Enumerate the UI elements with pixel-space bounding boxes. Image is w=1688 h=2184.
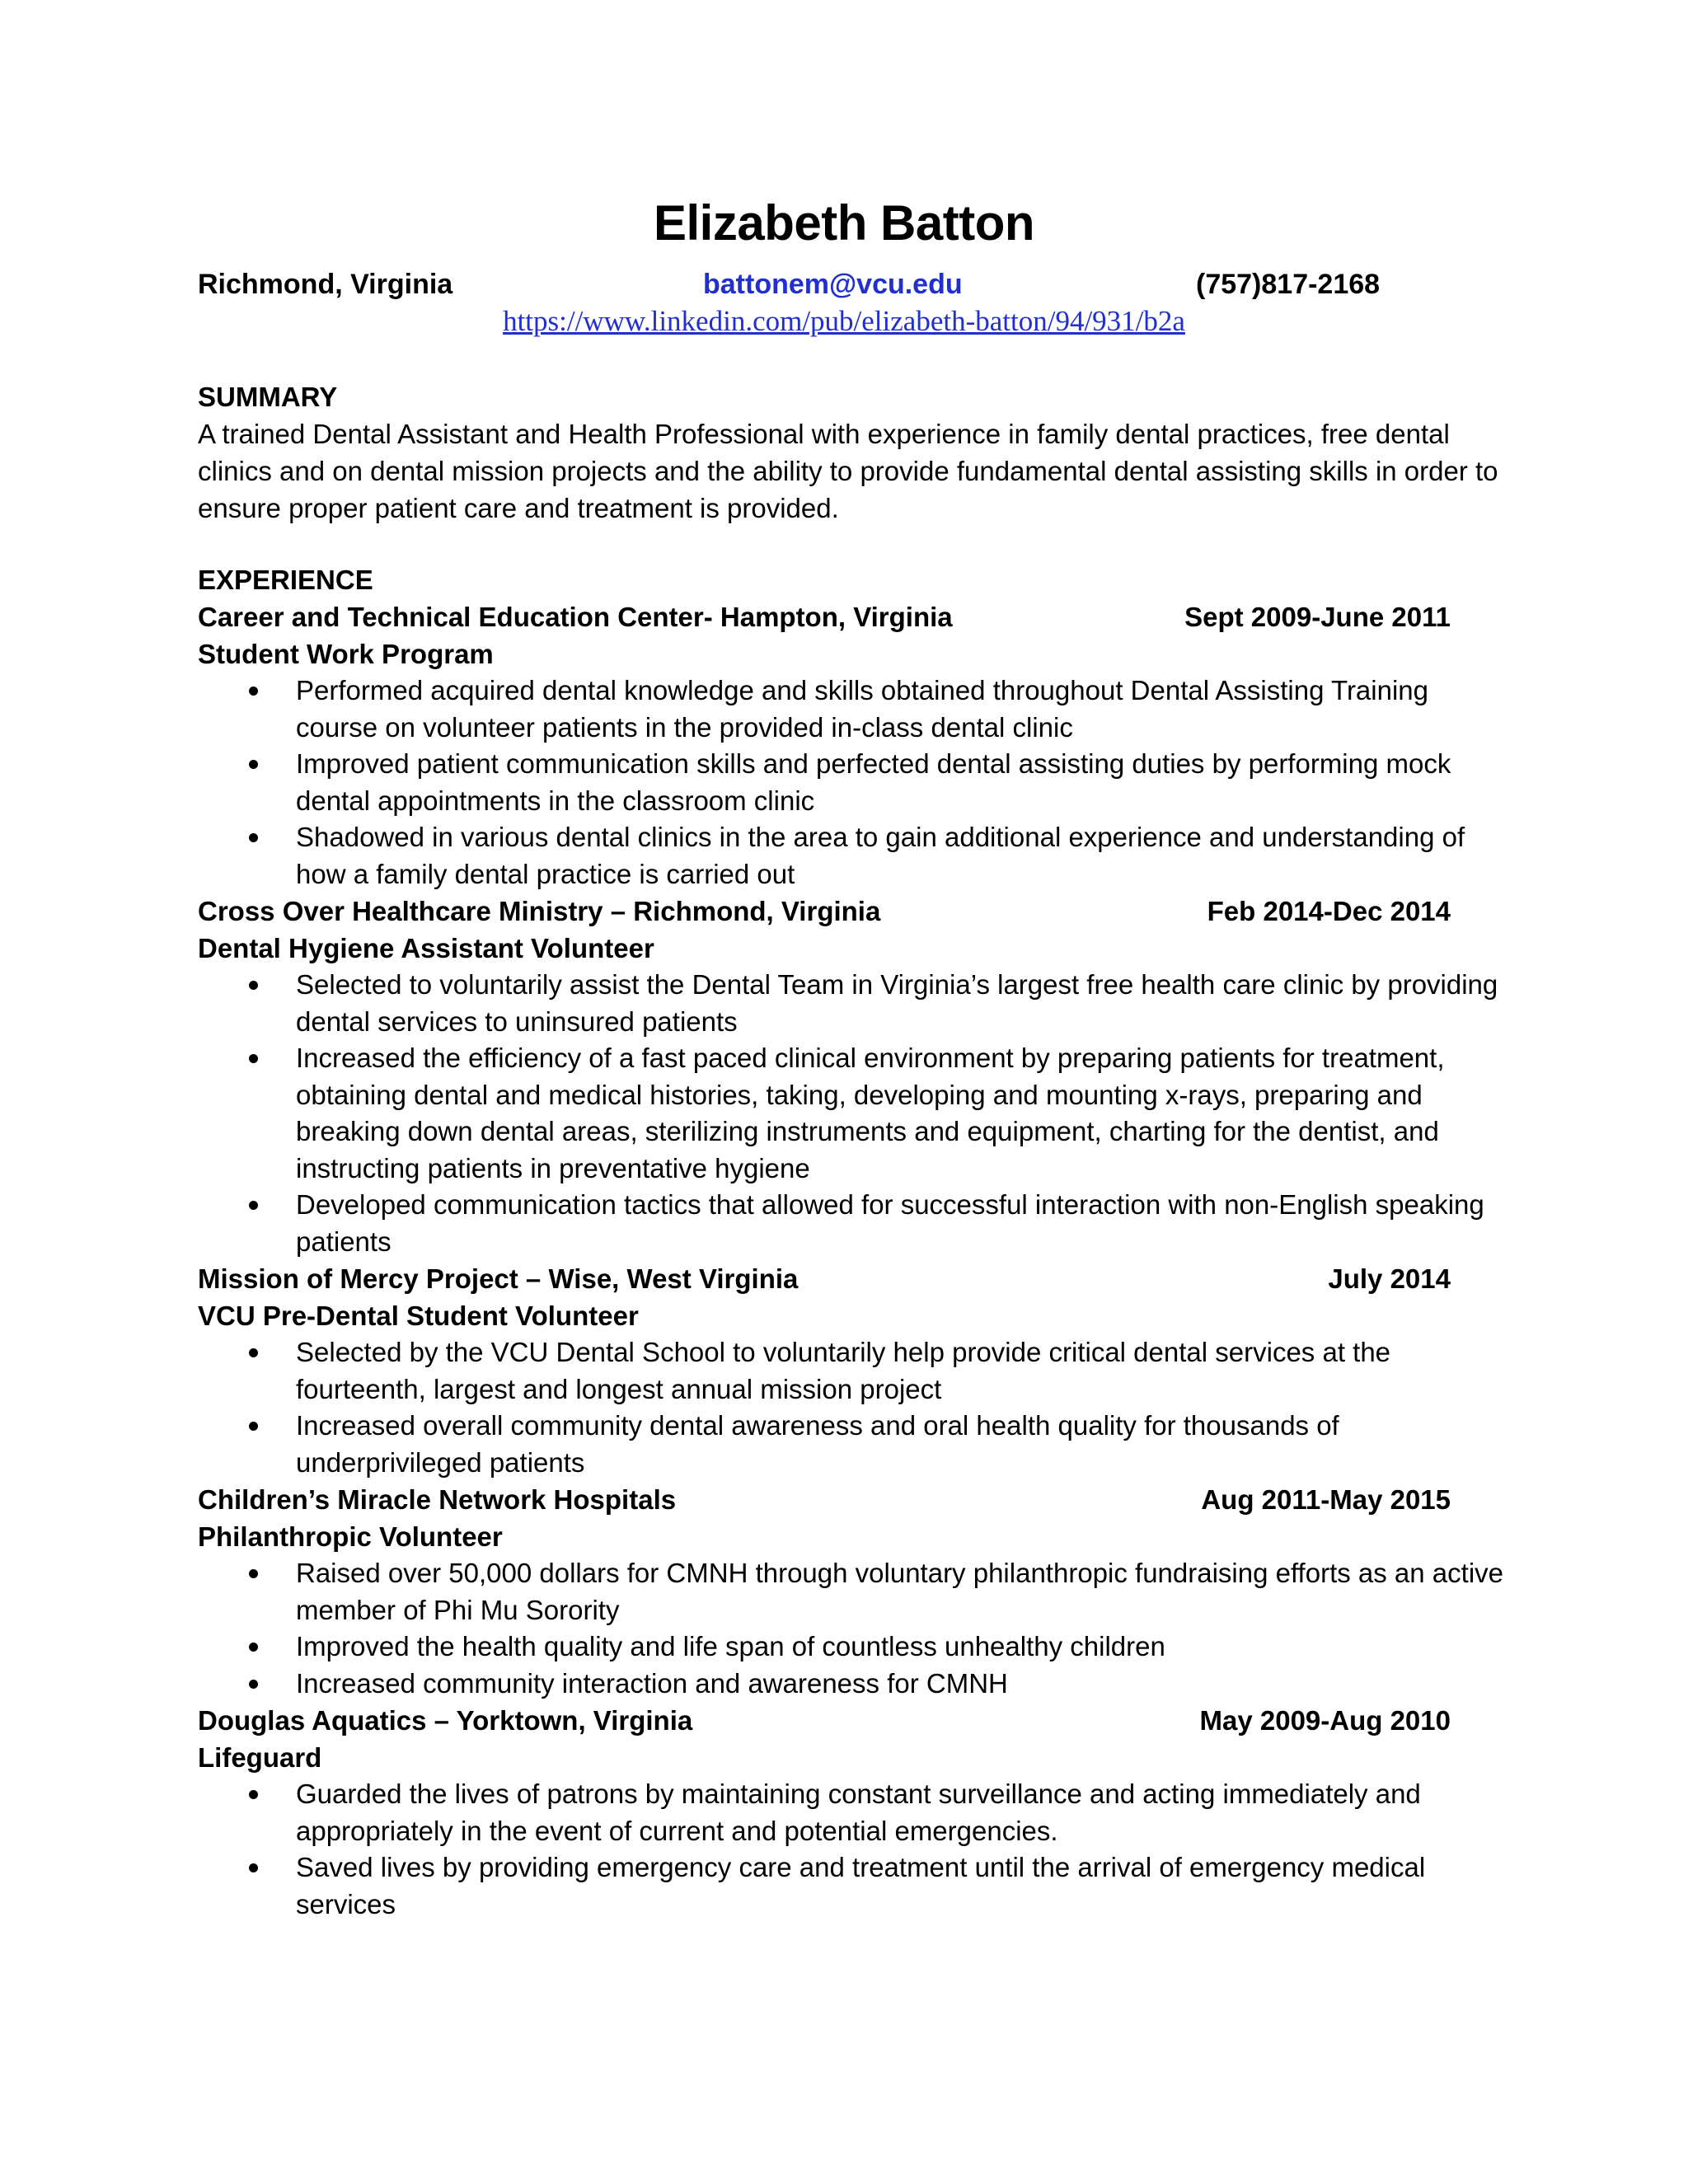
summary-section [198,379,1508,527]
job-organization: Children’s Miracle Network Hospitals [198,1484,677,1515]
contact-email[interactable]: battonem@vcu.edu [703,269,963,300]
list-item: Increased the efficiency of a fast paced clinical environment by preparing patients for treatment, obtaining dental and medical histories, taking, developing and mounting x-rays, preparing and breaking down dental areas, sterilizing instruments and equipment, charting for the dentist, and instructing patients in preventative hygiene [198,1040,1508,1187]
job-role: Philanthropic Volunteer [198,1521,503,1552]
job-dates: Aug 2011-May 2015 [1201,1484,1451,1515]
job-bullets [198,1555,1508,1702]
list-item: Performed acquired dental knowledge and skills obtained throughout Dental Assisting Training course on volunteer patients in the provided in-class dental clinic [198,673,1508,746]
job-entry [198,1260,1508,1481]
summary-title: SUMMARY [198,382,338,412]
job-role: VCU Pre-Dental Student Volunteer [198,1301,639,1331]
job-bullets [198,967,1508,1260]
job-dates: Feb 2014-Dec 2014 [1207,896,1451,926]
job-dates: May 2009-Aug 2010 [1199,1705,1451,1736]
list-item: Selected to voluntarily assist the Dental Team in Virginia’s largest free health care clinic by providing dental services to uninsured patients [198,967,1508,1040]
job-header [198,598,1451,635]
job-header [198,1260,1451,1297]
experience-title: EXPERIENCE [198,565,373,595]
list-item: Shadowed in various dental clinics in the area to gain additional experience and understanding of how a family dental practice is carried out [198,819,1508,893]
job-entry [198,893,1508,1260]
candidate-name: Elizabeth Batton [653,195,1034,251]
list-item: Raised over 50,000 dollars for CMNH through voluntary philanthropic fundraising efforts as an active member of Phi Mu Sorority [198,1555,1508,1629]
job-header [198,1702,1451,1739]
job-role: Student Work Program [198,639,494,669]
list-item: Improved the health quality and life span of countless unhealthy children [198,1629,1508,1666]
job-role: Dental Hygiene Assistant Volunteer [198,933,654,963]
job-entry [198,1481,1508,1702]
list-item: Selected by the VCU Dental School to voluntarily help provide critical dental services at the fourteenth, largest and longest annual mission project [198,1334,1508,1408]
job-bullets [198,673,1508,893]
job-organization: Douglas Aquatics – Yorktown, Virginia [198,1705,693,1736]
job-role: Lifeguard [198,1742,322,1773]
job-organization: Cross Over Healthcare Ministry – Richmond, Virginia [198,896,881,926]
linkedin-link[interactable]: https://www.linkedin.com/pub/elizabeth-batton/94/931/b2a [503,305,1185,337]
job-organization: Mission of Mercy Project – Wise, West Virginia [198,1263,799,1294]
job-dates: July 2014 [1328,1263,1451,1294]
list-item: Improved patient communication skills and perfected dental assisting duties by performing mock dental appointments in the classroom clinic [198,746,1508,819]
job-organization: Career and Technical Education Center- Hampton, Virginia [198,602,953,632]
list-item: Increased community interaction and awareness for CMNH [198,1666,1508,1703]
contact-phone: (757)817-2168 [1196,269,1381,300]
job-header [198,893,1451,930]
list-item: Increased overall community dental awareness and oral health quality for thousands of underprivileged patients [198,1408,1508,1481]
summary-text: A trained Dental Assistant and Health Professional with experience in family dental practices, free dental clinics and on dental mission projects and the ability to provide fundamental dental assisting skills in order to ensure proper patient care and treatment is provided. [198,419,1498,523]
list-item: Developed communication tactics that allowed for successful interaction with non-English speaking patients [198,1187,1508,1260]
contact-location: Richmond, Virginia [198,269,453,300]
job-dates: Sept 2009-June 2011 [1184,602,1451,632]
list-item: Saved lives by providing emergency care and treatment until the arrival of emergency medical services [198,1849,1508,1923]
list-item: Guarded the lives of patrons by maintaining constant surveillance and acting immediately and appropriately in the event of current and potential emergencies. [198,1776,1508,1849]
job-entry [198,1702,1508,1923]
job-header [198,1481,1451,1518]
job-entry [198,598,1508,893]
experience-section [198,562,1508,1923]
job-bullets [198,1776,1508,1923]
job-bullets [198,1334,1508,1481]
